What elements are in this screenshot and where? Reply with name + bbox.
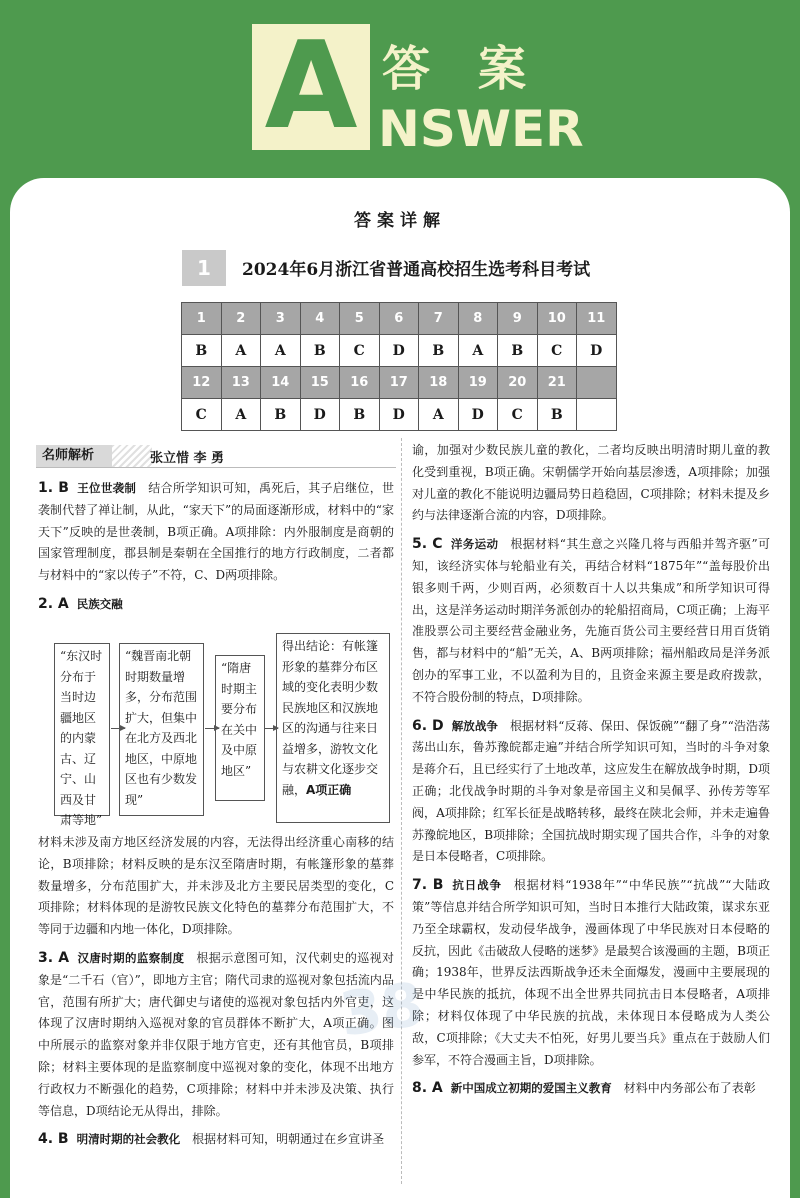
answer-cell: C	[498, 399, 538, 431]
q2-number: 2. A	[38, 595, 69, 612]
qnum-cell: 21	[537, 367, 577, 399]
q4-number: 4. B	[38, 1131, 69, 1148]
diagram-box-sui-tang: “隋唐时期主要分布在关中及中原地区”	[215, 655, 265, 801]
analysis-tag-stripe	[112, 445, 152, 467]
qnum-cell: 19	[458, 367, 498, 399]
answer-cell: A	[419, 399, 459, 431]
qnum-cell: 1	[182, 303, 222, 335]
q4-text: 根据材料可知，明朝通过在乡宣讲圣	[192, 1132, 385, 1147]
answer-header-en: NSWER	[378, 100, 584, 158]
watermark: 38	[335, 969, 428, 1051]
diagram-box-conclusion	[276, 633, 390, 823]
qnum-cell: 16	[340, 367, 380, 399]
qnum-cell: 17	[379, 367, 419, 399]
qnum-cell: 12	[182, 367, 222, 399]
qnum-cell: 11	[577, 303, 617, 335]
q5-number: 5. C	[412, 536, 443, 553]
qnum-cell: 2	[221, 303, 261, 335]
conclusion-text: 得出结论：有帐篷形象的墓葬分布区域的变化表明少数民族地区和汉族地区的沟通与往来日益增多，游牧文化与农耕文化逐步交融，	[282, 639, 379, 797]
qnum-cell: 18	[419, 367, 459, 399]
q7-number: 7. B	[412, 877, 444, 894]
answer-row	[182, 335, 617, 367]
q6-keyword: 解放战争	[451, 718, 498, 733]
q6-text: 根据材料“反蒋、保田、保饭碗”“翻了身”“浩浩荡荡出山东，鲁苏豫皖都走遍”并结合所学知识可知，当时的斗争对象是蒋介石，且已经实行了土地改革，这应发生在解放战争时期，D项正确；北伐战争时期的斗争对象是帝国主义和吴佩孚、孙传芳等军阀，A项排除；红军长征是战略转移，最终在陕北会师，并未走遍鲁苏豫皖地区，B项排除；全国抗战时期实现了国共合作，斗争的对象是日本侵略者，C项排除。	[412, 718, 770, 864]
q6-number: 6. D	[412, 717, 444, 734]
section-title: 2024年6月浙江省普通高校招生选考科目考试	[242, 260, 591, 280]
qnum-cell: 7	[419, 303, 459, 335]
answer-cell: C	[182, 399, 222, 431]
answer-header-cn: 答案	[382, 41, 575, 97]
authors: 张立惜 李 勇	[150, 451, 225, 466]
answer-number-row	[182, 367, 617, 399]
conclusion-answer: A项正确	[306, 782, 352, 797]
q2-keyword: 民族交融	[76, 596, 123, 611]
answer-number-row	[182, 303, 617, 335]
answer-q8	[412, 1078, 770, 1100]
section-number: 1	[182, 250, 226, 286]
qnum-cell: 15	[300, 367, 340, 399]
q2-text: 材料未涉及南方地区经济发展的内容，无法得出经济重心南移的结论，B项排除；材料反映的是东汉至隋唐时期，有帐篷形象的墓葬数量增多，分布范围扩大，并未涉及北方主要民居类型的变化，C项排除；材料体现的是游牧民族文化特色的墓葬分布范围扩大，不等同于边疆和内地一体化，D项排除。	[38, 835, 394, 937]
answer-logo-letter: A	[252, 24, 370, 150]
qnum-cell: 10	[537, 303, 577, 335]
q7-text: 根据材料“1938年”“中华民族”“抗战”“大陆政策”等信息并结合所学知识可知，当时日本推行大陆政策，谋求东亚乃至全球霸权，发动侵华战争，漫画体现了中华民族对日本侵略的反抗，因此《击破敌人侵略的迷梦》是最契合该漫画的主题，B项正确；1938年，世界反法西斯战争还未全面爆发，漫画中主要展现的是中华民族的抵抗，体现不出全世界共同抗击日本侵略者，A项排除；材料仅体现了中华民族的抗战，未体现日本侵略成为人类公敌，C项排除；《大丈夫不怕死，好男儿要当兵》重点在于鼓励人们参军，不符合漫画主旨，D项排除。	[412, 878, 771, 1067]
q3-number: 3. A	[38, 949, 70, 966]
q1-text: 结合所学知识可知，禹死后，其子启继位，世袭制代替了禅让制，从此，“家天下”的局面逐渐形成，材料中的“家天下”反映的是世袭制，B项正确。A项排除：内外服制度是商朝的国家管理制度，郡县制是秦朝在全国推行的地方行政制度，二者都与材料中的“家以传子”不符，C、D两项排除。	[38, 481, 395, 583]
answer-cell: A	[458, 335, 498, 367]
qnum-cell: 6	[379, 303, 419, 335]
answer-cell: B	[419, 335, 459, 367]
q8-text: 材料中内务部公布了表彰	[623, 1081, 756, 1096]
q3-keyword: 汉唐时期的监察制度	[77, 950, 185, 965]
answer-cell: B	[340, 399, 380, 431]
qnum-cell: 3	[261, 303, 301, 335]
q8-keyword: 新中国成立初期的爱国主义教育	[450, 1081, 612, 1096]
diagram-box-wei-jin: “魏晋南北朝时期数量增多，分布范围扩大，但集中在北方及西北地区，中原地区也有少数发现”	[119, 643, 204, 816]
q4-continued-text: 谕，加强对少数民族儿童的教化，二者均反映出明清时期儿童的教化受到重视，B项正确。宋朝儒学开始向基层渗透，A项排除；加强对儿童的教化不能说明边疆局势日趋稳固，C项排除；材料未提及乡约与法律逐渐合流的内容，D项排除。	[412, 443, 770, 523]
q3-text: 根据示意图可知，汉代刺史的巡视对象是“二千石（官）”，即地方主官；隋代司隶的巡视对象包括流内品官，范围有所扩大；唐代御史与诸使的巡视对象包括内外官吏，这体现了汉唐时期纳入巡视对象的官员群体不断扩大，A项正确。图中所展示的监察对象并非仅限于地方官吏，还有其他官员，B项排除；材料主要体现的是监察制度中巡视对象的变化，体现不出地方行政权力不断强化的趋势，C项排除；材料中并未涉及决策、执行等信息，D项结论无从得出，排除。	[38, 950, 394, 1118]
answer-q1	[38, 478, 394, 587]
answer-cell: A	[221, 399, 261, 431]
answer-q6	[412, 716, 770, 869]
q1-number: 1. B	[38, 480, 69, 496]
answer-cell: A	[221, 335, 261, 367]
answer-q7	[412, 875, 770, 1071]
answer-cell: D	[379, 335, 419, 367]
qnum-cell: 4	[300, 303, 340, 335]
answer-q4	[38, 1129, 394, 1151]
answer-cell: D	[379, 399, 419, 431]
page-title: 答案详解	[354, 211, 446, 231]
answer-cell: D	[458, 399, 498, 431]
column-divider	[401, 438, 402, 1184]
answer-cell: C	[537, 335, 577, 367]
qnum-cell: 13	[221, 367, 261, 399]
answer-cell: C	[340, 335, 380, 367]
analysis-tag: 名师解析	[36, 445, 114, 467]
q7-keyword: 抗日战争	[451, 878, 502, 893]
answer-q2-head	[38, 594, 394, 616]
answer-cell: A	[261, 335, 301, 367]
right-column	[412, 440, 770, 1100]
q1-keyword: 王位世袭制	[76, 481, 137, 495]
answer-cell: B	[537, 399, 577, 431]
answer-header	[0, 0, 800, 200]
answer-cell: D	[577, 335, 617, 367]
answer-cell	[577, 399, 617, 431]
qnum-cell: 8	[458, 303, 498, 335]
analysis-tag-rule	[36, 467, 396, 468]
answer-cell: D	[300, 399, 340, 431]
diagram-box-eastern-han: “东汉时分布于当时边疆地区的内蒙古、辽宁、山西及甘肃等地”	[54, 643, 110, 816]
answer-key-table	[181, 302, 617, 431]
q4-keyword: 明清时期的社会教化	[76, 1132, 181, 1147]
answer-q3	[38, 948, 394, 1122]
answer-cell: B	[498, 335, 538, 367]
q5-text: 根据材料“其生意之兴隆几将与西船并驾齐驱”可知，该经济实体与轮船业有关，再结合材料“1875年”“盖每股价出银多则千两，少则百两，必须数百十人以共集成”和所学知识可得出，这是洋务运动时期洋务派创办的轮船招商局，C项正确；上海平准股票公司主要经营金融业务，先施百货公司主要经营日用百货销售，都与材料中的“船”无关，A、B两项排除；福州船政局是洋务派创办的军事工业，不以盈利为目的，且资金来源主要是政府拨款，不符合股份制的特点，D项排除。	[412, 537, 770, 704]
qnum-cell: 20	[498, 367, 538, 399]
answer-cell: B	[261, 399, 301, 431]
left-column-top	[38, 478, 394, 616]
qnum-cell: 5	[340, 303, 380, 335]
q5-keyword: 洋务运动	[450, 537, 499, 552]
q8-number: 8. A	[412, 1080, 443, 1097]
qnum-cell: 14	[261, 367, 301, 399]
answer-row	[182, 399, 617, 431]
answer-q5	[412, 534, 770, 708]
answer-cell: B	[300, 335, 340, 367]
qnum-cell: 9	[498, 303, 538, 335]
qnum-cell	[577, 367, 617, 399]
answer-cell: B	[182, 335, 222, 367]
